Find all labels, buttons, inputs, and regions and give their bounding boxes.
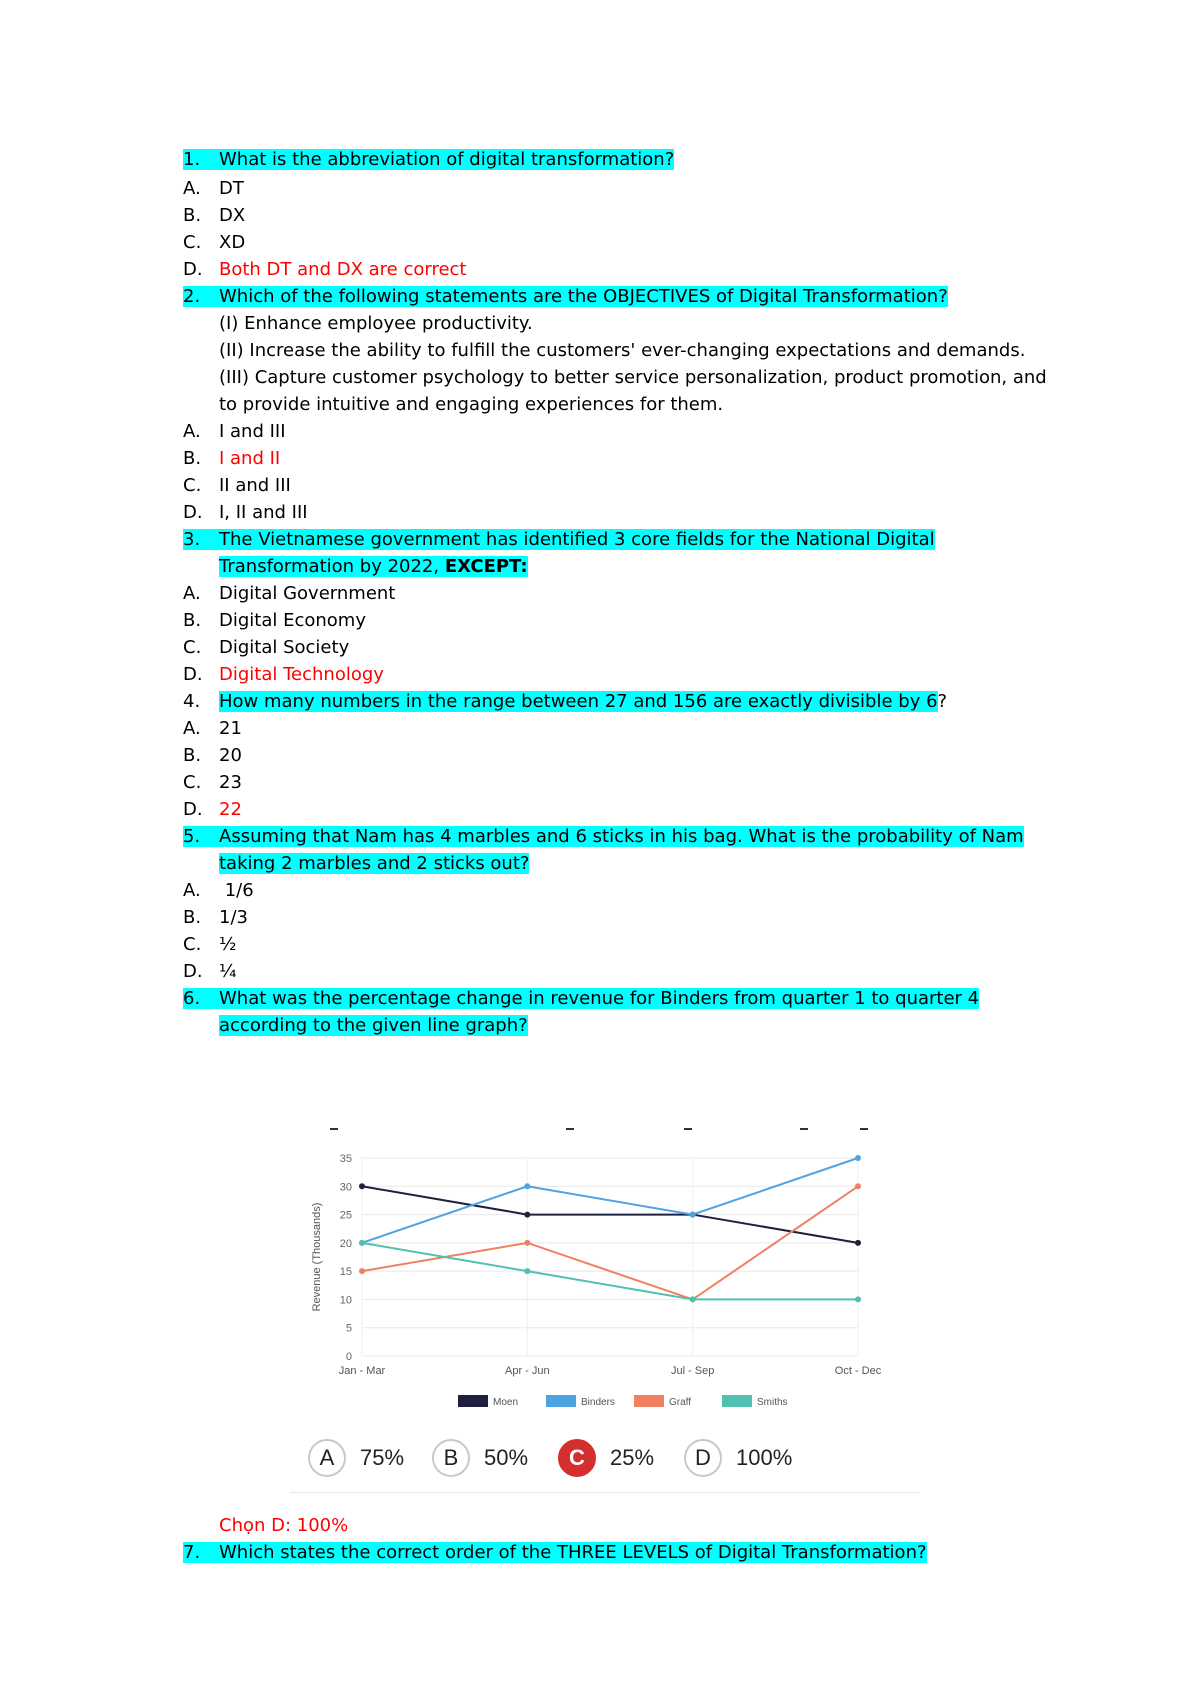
legend-swatch-graff [634, 1395, 664, 1407]
y-tick-label: 25 [339, 1209, 352, 1222]
q6-answer-note: Chọn D: 100% [219, 1515, 349, 1536]
choice-d-value: 100% [736, 1445, 793, 1470]
question-6-cont: according to the given line graph? [219, 1015, 528, 1036]
x-tick-label: Oct - Dec [834, 1365, 882, 1377]
question-6: 6. What was the percentage change in revenue for Binders from quarter 1 to quarter 4 [183, 988, 980, 1009]
question-1 [183, 146, 674, 174]
y-axis-label: Revenue (Thousands) [311, 1202, 323, 1312]
question-5: 5. Assuming that Nam has 4 marbles and 6 sticks in his bag. What is the probability of Nam [183, 826, 1024, 847]
q1-option-c: C. XD [183, 232, 246, 253]
choice-c-circle: C [558, 1439, 596, 1477]
legend-swatch-smiths [722, 1395, 752, 1407]
q5-option-a: A. 1/6 [183, 880, 254, 901]
question-5-cont: taking 2 marbles and 2 sticks out? [219, 853, 530, 874]
choice-a-circle: A [308, 1439, 346, 1477]
choice-b-circle: B [432, 1439, 470, 1477]
choice-b-value: 50% [484, 1445, 529, 1470]
x-tick-label: Jan - Mar [338, 1365, 386, 1377]
q1-option-a: A. DT [183, 178, 244, 199]
q2-statement-3-cont: to provide intuitive and engaging experiences for them. [219, 394, 724, 415]
legend-label-binders: Binders [581, 1397, 615, 1408]
question-3: 3. The Vietnamese government has identified 3 core fields for the National Digital [183, 529, 935, 550]
question-7: 7. Which states the correct order of the THREE LEVELS of Digital Transformation? [183, 1542, 927, 1563]
q2-option-d: D. I, II and III [183, 502, 308, 523]
q2-option-b-answer: B. I and II [183, 448, 281, 469]
q2-statement-2: (II) Increase the ability to fulfill the customers' ever-changing expectations and demands. [219, 340, 1026, 361]
y-tick-label: 15 [339, 1266, 352, 1279]
q4-option-c: C. 23 [183, 772, 242, 793]
data-point-graff [524, 1240, 530, 1246]
q5-option-c: C. ½ [183, 934, 237, 955]
x-tick-label: Jul - Sep [670, 1365, 715, 1377]
data-point-smiths [690, 1296, 696, 1302]
q3-option-d-answer: D. Digital Technology [183, 664, 384, 685]
choice-b[interactable] [432, 1436, 528, 1480]
q3-option-c: C. Digital Society [183, 637, 350, 658]
q5-option-d: D. ¼ [183, 961, 237, 982]
question-4: 4. How many numbers in the range between 27 and 156 are exactly divisible by 6? [183, 691, 948, 712]
y-tick-label: 35 [339, 1153, 352, 1165]
q2-option-c: C. II and III [183, 475, 291, 496]
q4-option-a: A. 21 [183, 718, 242, 739]
y-tick-label: 30 [339, 1181, 352, 1194]
q4-option-b: B. 20 [183, 745, 242, 766]
data-point-smiths [855, 1296, 861, 1302]
data-point-moen [855, 1240, 861, 1246]
legend-label-smiths: Smiths [757, 1397, 788, 1408]
answer-choices [308, 1430, 928, 1490]
q2-statement-3: (III) Capture customer psychology to better service personalization, product promotion, and [219, 367, 1047, 388]
choice-d[interactable] [684, 1436, 792, 1480]
q2-statement-1: (I) Enhance employee productivity. [219, 313, 533, 334]
legend-swatch-binders [546, 1395, 576, 1407]
q5-option-b: B. 1/3 [183, 907, 248, 928]
question-3-cont: Transformation by 2022, EXCEPT: [219, 556, 528, 577]
legend-swatch-moen [458, 1395, 488, 1407]
data-point-binders [690, 1212, 696, 1218]
question-text: What is the abbreviation of digital transformation? [219, 149, 675, 170]
choice-c[interactable] [558, 1436, 654, 1480]
question-2: 2. Which of the following statements are the OBJECTIVES of Digital Transformation? [183, 286, 948, 307]
q3-option-b: B. Digital Economy [183, 610, 366, 631]
legend-label-graff: Graff [669, 1397, 692, 1408]
y-tick-label: 10 [339, 1294, 352, 1307]
data-point-graff [359, 1268, 365, 1274]
legend-label-moen: Moen [493, 1397, 519, 1408]
q1-option-b: B. DX [183, 205, 246, 226]
q4-option-d-answer: D. 22 [183, 799, 242, 820]
data-point-binders [524, 1183, 530, 1189]
question-number: 1. [183, 149, 201, 170]
data-point-smiths [524, 1268, 530, 1274]
choice-c-value: 25% [610, 1445, 655, 1470]
choice-a[interactable] [308, 1436, 404, 1480]
data-point-smiths [359, 1240, 365, 1246]
data-point-moen [524, 1212, 530, 1218]
choice-a-value: 75% [360, 1445, 405, 1470]
x-tick-label: Apr - Jun [505, 1365, 550, 1377]
data-point-moen [359, 1183, 365, 1189]
data-point-binders [855, 1155, 861, 1161]
choice-d-circle: D [684, 1439, 722, 1477]
y-tick-label: 5 [345, 1322, 352, 1335]
choices-divider [290, 1492, 920, 1493]
y-tick-label: 0 [345, 1351, 352, 1363]
data-point-graff [855, 1183, 861, 1189]
q3-option-a: A. Digital Government [183, 583, 396, 604]
y-tick-label: 20 [339, 1237, 352, 1250]
q2-option-a: A. I and III [183, 421, 286, 442]
q1-option-d-answer: D. Both DT and DX are correct [183, 259, 467, 280]
